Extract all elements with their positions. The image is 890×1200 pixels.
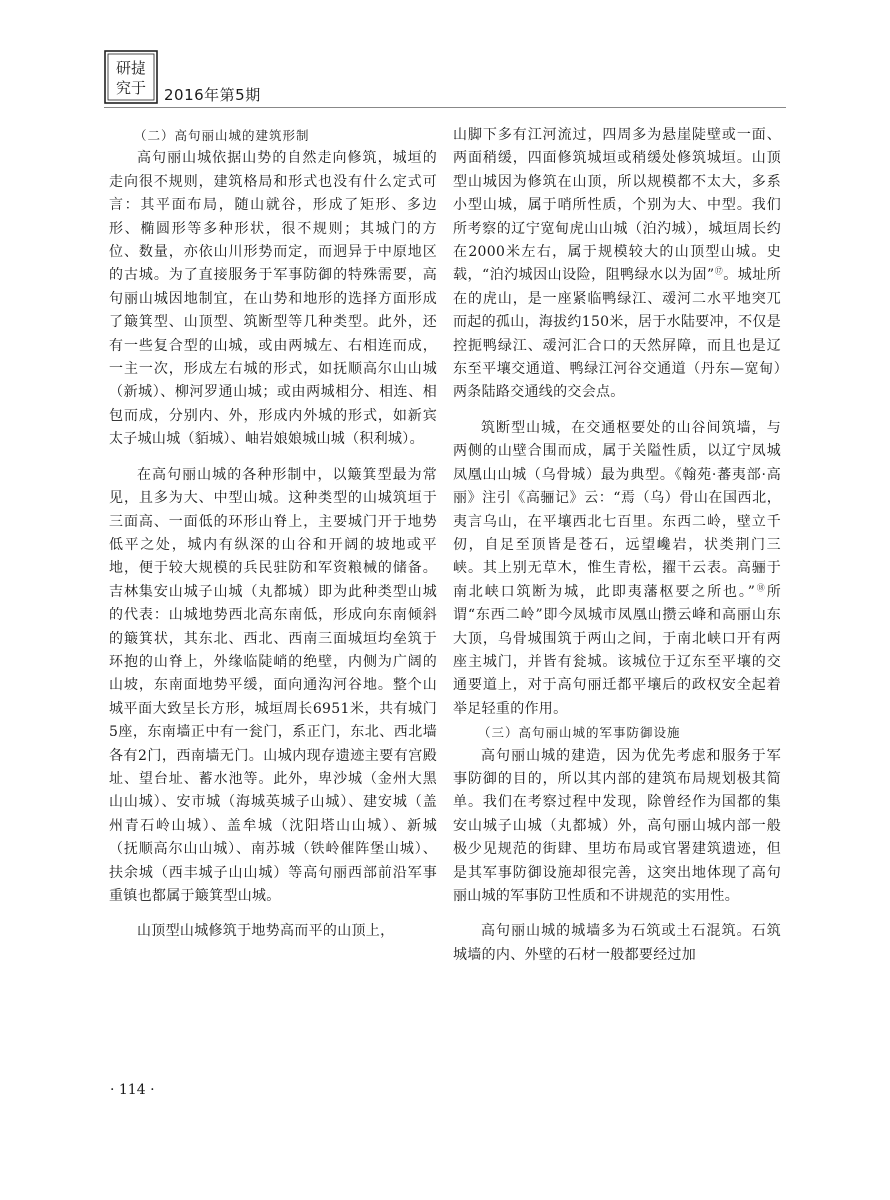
text-run: 筑断型山城，在交通枢要处的山谷间筑墙，与两侧的山壁合围而成，属于关隘性质，以辽宁凤城凤凰山山城（乌骨城）最为典型。《翰苑·蕃夷部·高丽》注引《高骊记》云：“焉（乌）骨山在国西北，夷言乌山，在平壤西北七百里。东西二岭，壁立千仞，自足至顶皆是苍石，远望巉岩，状类荆门三峡。其上别无草木，惟生青松，擢干云表。高骊于南北峡口筑断为城，此即夷藩枢要之所也。”: [453, 419, 781, 600]
svg-text:究于: 究于: [115, 79, 147, 97]
page-header: [104, 50, 784, 106]
text-run: 。城址所在的虎山，是一座紧临鸭绿江、叆河二水平地突兀而起的孤山，海拔约150米，居于水陆要冲，不仅是控扼鸭绿江、叆河汇合口的天然屏障，而且也是辽东至平壤交通道、鸭绿江河谷交通道（丹东—宽甸）两条陆路交通线的交会点。: [453, 267, 782, 401]
header-rule: [104, 107, 786, 108]
footnote-ref: ⑱: [755, 583, 767, 593]
section-heading-3: （三）高句丽山城的军事防御设施: [478, 725, 681, 741]
left-column: [109, 124, 437, 944]
right-column: [453, 124, 781, 967]
text-run: 山脚下多有江河流过，四周多为悬崖陡壁或一面、两面稍缓，四面修筑城垣或稍缓处修筑城垣。山顶型山城因为修筑在山顶，所以规模都不太大，多系小型山城，属于哨所性质，个别为大、中型。我们所考察的辽宁宽甸虎山山城（泊汋城），城垣周长约在2000米左右，属于规模较大的山顶型山城。史载，“泊汋城因山设险，阻鸭绿水以为固”: [453, 127, 781, 284]
text-run: 所谓“东西二岭”即今凤城市凤凰山攒云峰和高丽山东大顶，乌骨城围筑于两山之间，于南北峡口开有两座主城门，并皆有瓮城。该城位于辽东至平壤的交通要道上，对于高句丽迁都平壤后的政权安全起着举足轻重的作用。: [453, 583, 781, 717]
page-number: · 114 ·: [110, 1082, 155, 1098]
paragraph: 山顶型山城修筑于地势高而平的山顶上，: [137, 923, 395, 940]
svg-text:研㨗: 研㨗: [115, 59, 147, 77]
paragraph: 高句丽山城的建造，因为优先考虑和服务于军事防御的目的，所以其内部的建筑布局规划极其简单。我们在考察过程中发现，除曾经作为国都的集安山城子山城（丸都城）外，高句丽山城内部一般极少见规范的街肆、里坊布局或官署建筑遗迹，但是其军事防御设施却很完善，这突出地体现了高句丽山城的军事防卫性质和不讲规范的实用性。: [453, 747, 781, 904]
issue-label: 2016年第5期: [164, 86, 261, 104]
journal-logo: [104, 50, 158, 104]
paragraph-continued: [453, 124, 781, 405]
paragraph: 高句丽山城依据山势的自然走向修筑，城垣的走向很不规则，建筑格局和形式也没有什么定式可言：其平面布局，随山就谷，形成了矩形、多边形、椭圆形等多种形状，很不规则；其城门的方位、数量，亦依山川形势而定，而迥异于中原地区的古城。为了直接服务于军事防御的特殊需要，高句丽山城因地制宜，在山势和地形的选择方面形成了簸箕型、山顶型、筑断型等几种类型。此外，还有一些复合型的山城，或由两城左、右相连而成，一主一次，形成左右城的形式，如抚顺高尔山山城（新城）、柳河罗通山城；或由两城相分、相连、相包而成，分别内、外，形成内外城的形式，如新宾太子城山城（貊城）、岫岩娘娘城山城（积利城）。: [109, 150, 437, 448]
paragraph: 高句丽山城的城墙多为石筑或土石混筑。石筑城墙的内、外壁的石材一般都要经过加: [453, 923, 781, 963]
paragraph: 在高句丽山城的各种形制中，以簸箕型最为常见，且多为大、中型山城。这种类型的山城筑垣于三面高、一面低的环形山脊上，主要城门开于地势低平之处，城内有纵深的山谷和开阔的坡地或平地，便于较大规模的兵民驻防和军资粮械的储备。吉林集安山城子山城（丸都城）即为此种类型山城的代表：山城地势西北高东南低，形成向东南倾斜的簸箕状，其东北、西北、西南三面城垣均垒筑于环抱的山脊上，外缘临陡峭的绝壁，内侧为广阔的山坡，东南面地势平缓，面向通沟河谷地。整个山城平面大致呈长方形，城垣周长6951米，共有城门5座，东南墙正中有一瓮门，系正门，东北、西北墙各有2门，西南墙无门。山城内现存遗迹主要有宫殿址、望台址、蓄水池等。此外，卑沙城（金州大黑山山城）、安市城（海城英城子山城）、建安城（盖州青石岭山城）、盖牟城（沈阳塔山山城）、新城（抚顺高尔山山城）、南苏城（铁岭催阵堡山城）、扶余城（西丰城子山山城）等高句丽西部前沿军事重镇也都属于簸箕型山城。: [109, 466, 437, 904]
section-heading-2: （二）高句丽山城的建筑形制: [134, 128, 310, 143]
paragraph: [453, 417, 781, 721]
footnote-ref: ⑰: [714, 266, 724, 276]
